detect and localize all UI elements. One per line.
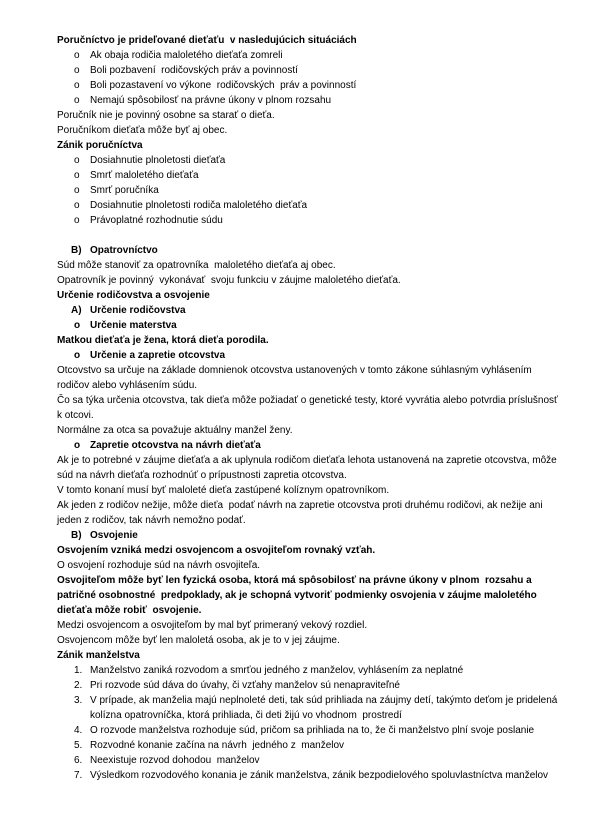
numbered-item [57,753,559,768]
paragraph-text: Opatrovníctvo [90,245,158,256]
paragraph-text: Normálne za otca sa považuje aktuálny manžel ženy. [57,425,293,436]
lettered-item [57,528,559,543]
heading-paragraph [57,573,559,618]
number-marker: 2. [74,680,83,691]
letter-marker: A) [71,305,82,316]
number-marker: 3. [74,695,83,706]
bullet-item-bold [57,348,559,363]
number-marker: 7. [74,770,83,781]
bullet-marker: o [74,50,80,61]
paragraph-text: Súd môže stanoviť za opatrovníka maloletého dieťaťa aj obec. [57,260,336,271]
bullet-marker: o [74,170,80,181]
paragraph-text: Dosiahnutie plnoletosti rodiča maloletého dieťaťa [90,200,308,211]
numbered-item [57,723,559,738]
heading-paragraph [57,648,559,663]
bullet-marker: o [74,65,80,76]
paragraph-text: Osvojiteľom môže byť len fyzická osoba, ktorá má spôsobilosť na právne úkony v plnom rozsahu a patričné osobnostné predpoklady, ak je schopná vytvoriť podmienky osvojenia v záujme maloletého dieťaťa môže robiť osvojenie. [57,575,540,616]
bullet-item-bold [57,438,559,453]
paragraph-text: Právoplatné rozhodnutie súdu [90,215,223,226]
bullet-item [57,93,559,108]
bullet-item [57,183,559,198]
heading-paragraph [57,333,559,348]
bullet-marker: o [74,350,81,361]
body-paragraph [57,363,559,393]
heading-paragraph [57,33,559,48]
bullet-marker: o [74,185,80,196]
paragraph-text: Opatrovník je povinný vykonávať svoju funkciu v záujme maloletého dieťaťa. [57,275,401,286]
lettered-item [57,303,559,318]
heading-paragraph [57,288,559,303]
body-paragraph [57,258,559,273]
body-paragraph [57,108,559,123]
bullet-item [57,168,559,183]
bullet-item [57,48,559,63]
body-paragraph [57,123,559,138]
heading-paragraph [57,543,559,558]
body-paragraph [57,393,559,423]
numbered-item [57,738,559,753]
paragraph-text: Nemajú spôsobilosť na právne úkony v plnom rozsahu [90,95,332,106]
bullet-marker: o [74,440,81,451]
numbered-item [57,678,559,693]
paragraph-text: O rozvode manželstva rozhoduje súd, pričom sa prihliada na to, že či manželstvo plní svoje poslanie [90,725,535,736]
numbered-item [57,663,559,678]
paragraph-text: Boli pozbavení rodičovských práv a povinností [90,65,298,76]
paragraph-text: Zapretie otcovstva na návrh dieťaťa [90,440,261,451]
paragraph-text: Osvojením vzniká medzi osvojencom a osvojiteľom rovnaký vzťah. [57,545,376,556]
paragraph-text: Matkou dieťaťa je žena, ktorá dieťa porodila. [57,335,269,346]
bullet-item [57,198,559,213]
paragraph-text: Pri rozvode súd dáva do úvahy, či vzťahy manželov sú nenapraviteľné [90,680,400,691]
body-paragraph [57,423,559,438]
paragraph-text: Smrť poručníka [90,185,159,196]
paragraph-text: O osvojení rozhoduje súd na návrh osvojiteľa. [57,560,261,571]
number-marker: 1. [74,665,83,676]
paragraph-text: Medzi osvojencom a osvojiteľom by mal byť primeraný vekový rozdiel. [57,620,368,631]
lettered-item [57,243,559,258]
body-paragraph [57,633,559,648]
body-paragraph [57,483,559,498]
body-paragraph [57,273,559,288]
bullet-marker: o [74,95,80,106]
body-paragraph [57,453,559,483]
paragraph-text: Určenie rodičovstva [90,305,186,316]
heading-paragraph [57,138,559,153]
numbered-item [57,768,559,783]
numbered-item [57,693,559,723]
bullet-marker: o [74,200,80,211]
document-body [57,33,565,783]
body-paragraph [57,558,559,573]
bullet-marker: o [74,80,80,91]
paragraph-text: Boli pozastavení vo výkone rodičovských práv a povinností [90,80,357,91]
paragraph-text: Osvojenie [90,530,138,541]
paragraph-text: Poručníctvo je prideľované dieťaťu v nasledujúcich situáciách [57,35,357,46]
letter-marker: B) [71,530,82,541]
paragraph-text: Dosiahnutie plnoletosti dieťaťa [90,155,226,166]
paragraph-text: Otcovstvo sa určuje na základe domnienok otcovstva ustanovených v tomto zákone súhlasným vyhlásením rodičov alebo vyhlásením súdu. [57,365,535,391]
paragraph-text: V tomto konaní musí byť maloleté dieťa zastúpené kolíznym opatrovníkom. [57,485,390,496]
paragraph-text: Zánik poručníctva [57,140,143,151]
paragraph-text: Ak obaja rodičia maloletého dieťaťa zomreli [90,50,283,61]
bullet-item [57,63,559,78]
bullet-item [57,153,559,168]
bullet-item-bold [57,318,559,333]
paragraph-text: Ak jeden z rodičov nežije, môže dieťa podať návrh na zapretie otcovstva proti druhému rodičovi, ak nežije ani jeden z rodičov, tak návrh nemožno podať. [57,500,546,526]
number-marker: 6. [74,755,83,766]
paragraph-text: Rozvodné konanie začína na návrh jedného z manželov [90,740,345,751]
paragraph-text: Čo sa týka určenia otcovstva, tak dieťa môže požiadať o genetické testy, ktoré vyvrátia alebo potvrdia príslušnosť k otcovi. [57,395,561,421]
bullet-item [57,213,559,228]
bullet-item [57,78,559,93]
paragraph-text: Osvojencom môže byť len maloletá osoba, ak je to v jej záujme. [57,635,340,646]
paragraph-text: Určenie materstva [90,320,177,331]
paragraph-text: Výsledkom rozvodového konania je zánik manželstva, zánik bezpodielového spoluvlastníctva manželov [90,770,549,781]
number-marker: 5. [74,740,83,751]
bullet-marker: o [74,320,81,331]
paragraph-text: Manželstvo zaniká rozvodom a smrťou jedného z manželov, vyhlásením za neplatné [90,665,464,676]
paragraph-text: Určenie a zapretie otcovstva [90,350,226,361]
letter-marker: B) [71,245,82,256]
bullet-marker: o [74,155,80,166]
paragraph-text: Poručník nie je povinný osobne sa starať o dieťa. [57,110,275,121]
paragraph-text: Poručníkom dieťaťa môže byť aj obec. [57,125,228,136]
paragraph-text: Ak je to potrebné v záujme dieťaťa a ak uplynula rodičom dieťaťa lehota ustanovená na zapretie otcovstva, môže súd na návrh dieťaťa rozhodnúť o prípustnosti zapretia otcovstva. [57,455,560,481]
paragraph-text: Určenie rodičovstva a osvojenie [57,290,210,301]
paragraph-text: Zánik manželstva [57,650,140,661]
bullet-marker: o [74,215,80,226]
body-paragraph [57,498,559,528]
number-marker: 4. [74,725,83,736]
paragraph-text: Neexistuje rozvod dohodou manželov [90,755,260,766]
paragraph-text: Smrť maloletého dieťaťa [90,170,199,181]
body-paragraph [57,618,559,633]
paragraph-text: V prípade, ak manželia majú neplnoleté deti, tak súd prihliada na záujmy detí, takýmto deťom je pridelená kolízna opatrovníčka, ktorá prihliada, či deti žijú vo vhodnom prostredí [90,695,561,721]
blank-line [57,228,565,243]
